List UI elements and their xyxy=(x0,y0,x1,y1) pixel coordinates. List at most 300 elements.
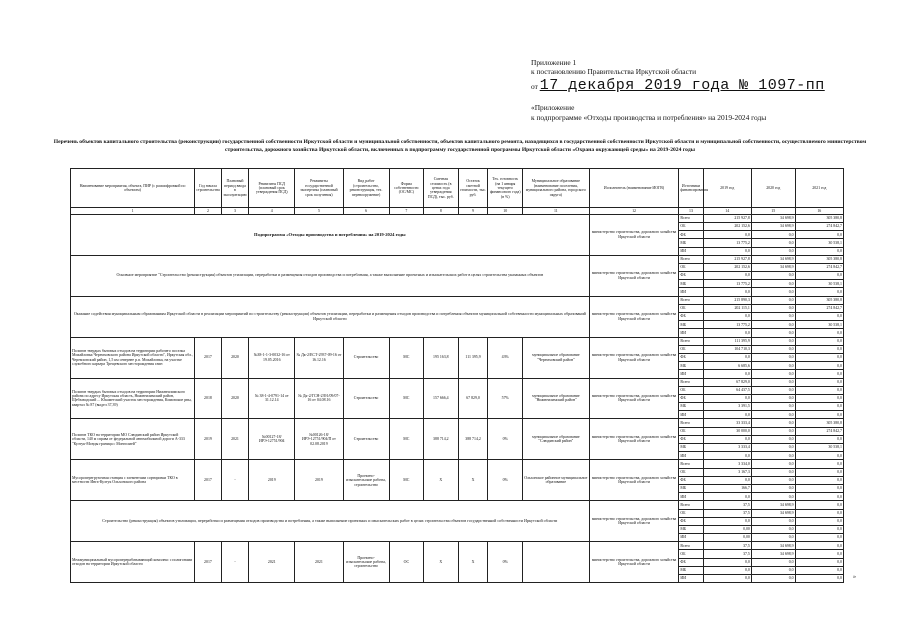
amount-2019: 3 333,4 xyxy=(703,444,751,452)
amount-2021: 0,0 xyxy=(795,329,843,337)
amount-2021: 0,0 xyxy=(795,468,843,476)
col-number: 14 xyxy=(703,208,751,214)
funding-source: ОБ xyxy=(679,345,703,353)
finance-row xyxy=(71,460,844,468)
estimated-cost: 388 714,2 xyxy=(424,419,459,460)
amount-2019: 0,0 xyxy=(703,558,751,566)
amount-2021: 0,0 xyxy=(795,509,843,517)
executor-cell: министерство строительства, дорожного хозяйства Иркутской области xyxy=(589,296,679,337)
col-number: 7 xyxy=(389,208,424,214)
expertise-details: 2019 xyxy=(295,460,343,501)
resolution-date-number: 17 декабря 2019 года № 1097-пп xyxy=(539,76,825,94)
amount-2019: 13 775,2 xyxy=(703,321,751,329)
executor-cell: министерство строительства, дорожного хозяйства Иркутской области xyxy=(589,419,679,460)
funding-source: ФБ xyxy=(679,558,703,566)
amount-2021: 305 380,8 xyxy=(795,214,843,222)
funding-source: ИИ xyxy=(679,452,703,460)
amount-2020: 0,0 xyxy=(751,362,795,370)
funding-source: ИИ xyxy=(679,247,703,255)
object-name: Полигон ТКО на территории МО Слюдянский район Иркутской области, 140 м справа от федеральной автомобильной дороги А-333 "Култук-Монды граница с Монголией" xyxy=(71,419,195,460)
psd-details: 2019 xyxy=(249,460,295,501)
amount-2019: 13 775,2 xyxy=(703,280,751,288)
remaining-cost: 67 829,0 xyxy=(458,378,488,419)
finance-row xyxy=(71,542,844,550)
col-number: 15 xyxy=(751,208,795,214)
funding-source: ОБ xyxy=(679,509,703,517)
funding-source: ОБ xyxy=(679,468,703,476)
expertise-details: № Дк-2/ГСН-2391/09/07-16 от 04.08.16 xyxy=(295,378,343,419)
psd-details: №38-1-1-3-0032-16 от 19.05.2016 xyxy=(249,337,295,378)
amount-2020: 0,0 xyxy=(751,288,795,296)
amount-2021: 0,0 xyxy=(795,476,843,484)
remaining-cost: 111 395,9 xyxy=(458,337,488,378)
funding-source: ИИ xyxy=(679,329,703,337)
funding-source: Всего xyxy=(679,378,703,386)
amount-2020: 0,0 xyxy=(751,353,795,361)
col-header: Форма собственности (ОС/МС) xyxy=(389,169,424,208)
executor-cell: министерство строительства, дорожного хозяйства Иркутской области xyxy=(589,501,679,542)
amount-2019: 0,0 xyxy=(703,313,751,321)
expertise-details: №00126-18/ИРЭ-12751/904/П от 02.08.2019 xyxy=(295,419,343,460)
col-number: 4 xyxy=(249,208,295,214)
amount-2020: 0,0 xyxy=(751,296,795,304)
amount-2020: 0,0 xyxy=(751,345,795,353)
col-number: 16 xyxy=(795,208,843,214)
amount-2020: 0,0 xyxy=(751,419,795,427)
psd-details: № 38-1-4-0791-14 от 31.12.14 xyxy=(249,378,295,419)
col-header: Наименование мероприятия, объекта, ПИР (с расшифровкой по объектам) xyxy=(71,169,195,208)
funding-source: Всего xyxy=(679,542,703,550)
funding-source: МБ xyxy=(679,239,703,247)
funding-source: Всего xyxy=(679,255,703,263)
block-title: Оказание содействия муниципальным образованиям Иркутской области в реализации мероприятий по строительству (реконструкции) объектов утилизации, переработки и размещения отходов производства и потребления объектов муниципальной собственности муниципальных образований Иркутской области xyxy=(71,296,590,337)
col-number: 5 xyxy=(295,208,343,214)
amount-2020: 0,0 xyxy=(751,444,795,452)
amount-2021: 0,0 xyxy=(795,247,843,255)
funding-source: ФБ xyxy=(679,231,703,239)
funding-source: Всего xyxy=(679,337,703,345)
ownership: МС xyxy=(389,378,424,419)
amount-2019: 166,7 xyxy=(703,484,751,492)
amount-2019: 0,0 xyxy=(703,493,751,501)
funding-source: МБ xyxy=(679,321,703,329)
amount-2021: 274 842,7 xyxy=(795,304,843,312)
amount-2020: 0,0 xyxy=(751,427,795,435)
amount-2019: 67 829,0 xyxy=(703,378,751,386)
ownership: МС xyxy=(389,419,424,460)
funding-source: ИИ xyxy=(679,411,703,419)
amount-2020: 34 698,9 xyxy=(751,542,795,550)
finance-row xyxy=(71,419,844,427)
finish-year: 2021 xyxy=(221,419,249,460)
finish-year: 2020 xyxy=(221,337,249,378)
amount-2020: 34 698,9 xyxy=(751,263,795,271)
work-type: Строительство xyxy=(343,337,389,378)
readiness: 0% xyxy=(488,542,523,583)
amount-2021: 30 538,1 xyxy=(795,280,843,288)
col-header: Остаток сметной стоимости, тыс. руб. xyxy=(458,169,488,208)
start-year: 2017 xyxy=(195,337,221,378)
header-row xyxy=(71,169,844,208)
funding-source: ИИ xyxy=(679,534,703,542)
funding-source: Всего xyxy=(679,460,703,468)
amount-2020: 0,0 xyxy=(751,280,795,288)
start-year: 2017 xyxy=(195,460,221,501)
funding-source: ИИ xyxy=(679,493,703,501)
col-number: 12 xyxy=(589,208,679,214)
amount-2019: 0,0 xyxy=(703,247,751,255)
amount-2019: 0,0 xyxy=(703,566,751,574)
block-title: Основное мероприятие "Строительство (реконструкция) объектов утилизации, переработки и размещения отходов производства и потребления, а также выполнение проектных и изыскательских работ в целях строительства указанных объектов xyxy=(71,255,590,296)
amount-2020: 0,0 xyxy=(751,394,795,402)
amount-2020: 0,0 xyxy=(751,337,795,345)
amount-2019: 0,0 xyxy=(703,231,751,239)
amount-2021: 0,0 xyxy=(795,411,843,419)
amount-2021: 30 538,1 xyxy=(795,321,843,329)
readiness: 0% xyxy=(488,419,523,460)
remaining-cost: 388 714,2 xyxy=(458,419,488,460)
amount-2019: 3 167,3 xyxy=(703,468,751,476)
amount-2020: 0,0 xyxy=(751,493,795,501)
amount-2021: 305 380,8 xyxy=(795,419,843,427)
funding-source: ИИ xyxy=(679,288,703,296)
funding-source: МБ xyxy=(679,403,703,411)
col-header: Источники финансирования xyxy=(679,169,703,208)
amount-2020: 0,0 xyxy=(751,247,795,255)
amount-2019: 0,0 xyxy=(703,288,751,296)
remaining-cost: X xyxy=(458,542,488,583)
col-header: Год начала строительства xyxy=(195,169,221,208)
funding-source: МБ xyxy=(679,484,703,492)
amount-2021: 0,0 xyxy=(795,353,843,361)
amount-2021: 305 380,8 xyxy=(795,296,843,304)
amount-2021: 0,0 xyxy=(795,362,843,370)
amount-2019: 30 000,0 xyxy=(703,427,751,435)
amount-2019: 202 152,6 xyxy=(703,263,751,271)
amount-2021: 0,0 xyxy=(795,558,843,566)
amount-2021: 30 538,1 xyxy=(795,444,843,452)
funding-source: ФБ xyxy=(679,517,703,525)
executor-cell: министерство строительства, дорожного хозяйства Иркутской области xyxy=(589,542,679,583)
funding-source: ОБ xyxy=(679,550,703,558)
amount-2019: 0,0 xyxy=(703,329,751,337)
amount-2021: 274 842,7 xyxy=(795,427,843,435)
work-type: Строительство xyxy=(343,419,389,460)
block-title: Строительство (реконструкция) объектов утилизации, переработки и размещения отходов производства и потребления, а также выполнение проектных и изыскательских работ в целях строительства объектов государственной собственности Иркутской области xyxy=(71,501,590,542)
amount-2020: 0,0 xyxy=(751,534,795,542)
amount-2019: 202 152,6 xyxy=(703,222,751,230)
amount-2021: 0,0 xyxy=(795,403,843,411)
amount-2020: 0,0 xyxy=(751,231,795,239)
funding-source: ОБ xyxy=(679,222,703,230)
amount-2021: 0,0 xyxy=(795,542,843,550)
amount-2019: 0,0 xyxy=(703,411,751,419)
amount-2019: 37,5 xyxy=(703,550,751,558)
amount-2020: 0,0 xyxy=(751,435,795,443)
psd-details: 2021 xyxy=(249,542,295,583)
subprogram-ref: к подпрограмме «Отходы производства и потребления» на 2019-2024 годы xyxy=(531,112,767,122)
start-year: 2018 xyxy=(195,378,221,419)
funding-source: ОБ xyxy=(679,304,703,312)
col-header: Вид работ (строительство, реконструкция, тех. перевооружение) xyxy=(343,169,389,208)
amount-2019: 0,0 xyxy=(703,353,751,361)
col-header: 2021 год xyxy=(795,169,843,208)
amount-2019: 0,00 xyxy=(703,525,751,533)
amount-2021: 0,0 xyxy=(795,386,843,394)
amount-2021: 0,0 xyxy=(795,345,843,353)
amount-2019: 0,00 xyxy=(703,534,751,542)
ownership: МС xyxy=(389,460,424,501)
amount-2019: 202 115,1 xyxy=(703,304,751,312)
amount-2021: 0,0 xyxy=(795,501,843,509)
executor-cell: министерство строительства, дорожного хозяйства Иркутской области xyxy=(589,214,679,255)
municipality: Ольхонское районное муниципальное образование xyxy=(522,460,589,501)
funding-source: МБ xyxy=(679,525,703,533)
funding-source: ФБ xyxy=(679,394,703,402)
appendix-header xyxy=(531,58,891,122)
col-header: Исполнитель (наименование ИОГВ) xyxy=(589,169,679,208)
estimated-cost: X xyxy=(424,542,459,583)
finance-row xyxy=(71,337,844,345)
amount-2020: 0,0 xyxy=(751,386,795,394)
funding-source: ФБ xyxy=(679,435,703,443)
funding-source: МБ xyxy=(679,444,703,452)
funding-source: МБ xyxy=(679,566,703,574)
col-header: Плановый период ввода в эксплуатацию xyxy=(221,169,249,208)
amount-2021: 0,0 xyxy=(795,394,843,402)
ownership: МС xyxy=(389,337,424,378)
amount-2020: 0,0 xyxy=(751,525,795,533)
amount-2021: 0,0 xyxy=(795,534,843,542)
amount-2021: 0,0 xyxy=(795,484,843,492)
amount-2019: 0,0 xyxy=(703,476,751,484)
executor-cell: министерство строительства, дорожного хозяйства Иркутской области xyxy=(589,337,679,378)
ownership: ОС xyxy=(389,542,424,583)
amount-2020: 34 698,9 xyxy=(751,222,795,230)
col-header: Тех. готовность (на 1 января текущего финансового года) (в %) xyxy=(488,169,523,208)
amount-2019: 0,0 xyxy=(703,452,751,460)
funding-source: ОБ xyxy=(679,263,703,271)
object-name: Межмуниципальный мусороперерабатывающий комплекс с полигонами отходов на территории Иркутской области xyxy=(71,542,195,583)
amount-2021: 0,0 xyxy=(795,575,843,583)
amount-2019: 37,5 xyxy=(703,509,751,517)
amount-2020: 0,0 xyxy=(751,575,795,583)
col-number: 11 xyxy=(522,208,589,214)
funding-source: ФБ xyxy=(679,313,703,321)
amount-2021: 0,0 xyxy=(795,566,843,574)
finish-year: - xyxy=(221,542,249,583)
amount-2020: 0,0 xyxy=(751,239,795,247)
amount-2019: 6 685,6 xyxy=(703,362,751,370)
municipality: муниципальное образование "Слюдянский район" xyxy=(522,419,589,460)
amount-2020: 0,0 xyxy=(751,329,795,337)
amount-2021: 0,0 xyxy=(795,460,843,468)
readiness: 57% xyxy=(488,378,523,419)
col-number: 6 xyxy=(343,208,389,214)
amount-2021: 0,0 xyxy=(795,452,843,460)
amount-2021: 0,0 xyxy=(795,370,843,378)
amount-2020: 34 698,9 xyxy=(751,550,795,558)
expertise-details: 2021 xyxy=(295,542,343,583)
municipality: муниципальное образование "Нижнеилимский район" xyxy=(522,378,589,419)
col-number: 1 xyxy=(71,208,195,214)
col-header: Муниципальное образование (наименование поселения, муниципального района, городского округа) xyxy=(522,169,589,208)
amount-2020: 0,0 xyxy=(751,468,795,476)
continuation-mark: » xyxy=(853,574,856,580)
funding-source: Всего xyxy=(679,501,703,509)
amount-2020: 0,0 xyxy=(751,517,795,525)
block-title: Подпрограмма «Отходы производства и потребления» на 2019-2024 годы xyxy=(71,214,590,255)
municipality: муниципальное образование "Черемховский район" xyxy=(522,337,589,378)
amount-2021: 0,0 xyxy=(795,435,843,443)
amount-2020: 34 698,9 xyxy=(751,501,795,509)
object-name: Полигон твердых бытовых отходов на территории рабочего поселка Михайловка Черемховского района Иркутской области", Иркутская обл., Черемховский район, 1,5 км севернее р.п. Михайловка, на участке служебного карьера Трещевского месторождения глин xyxy=(71,337,195,378)
resolution-date-line xyxy=(531,77,891,96)
funding-source: МБ xyxy=(679,280,703,288)
col-header: Сметная стоимость (в ценах года утверждения ПСД), тыс. руб. xyxy=(424,169,459,208)
amount-2020: 0,0 xyxy=(751,460,795,468)
estimated-cost: 157 666,4 xyxy=(424,378,459,419)
date-prefix: от xyxy=(531,81,538,91)
amount-2021: 0,0 xyxy=(795,313,843,321)
amount-2019: 64 437,5 xyxy=(703,386,751,394)
amount-2021: 0,0 xyxy=(795,337,843,345)
amount-2020: 34 698,9 xyxy=(751,509,795,517)
amount-2019: 37,5 xyxy=(703,542,751,550)
amount-2020: 0,0 xyxy=(751,558,795,566)
amount-2019: 37,5 xyxy=(703,501,751,509)
amount-2020: 0,0 xyxy=(751,566,795,574)
estimated-cost: 195 163,8 xyxy=(424,337,459,378)
document-title: Перечень объектов капитального строительства (реконструкции) государственной собственности Иркутской области и муниципальной собственности, объектов капитального ремонта, находящихся в государственной собственности Иркутской области и муниципальной собственности, осуществляемого министерством строительства, дорожного хозяйства Иркутской области, включенных в подпрограмму государственной программы Иркутской области «Охрана окружающей среды» на 2019-2024 годы xyxy=(53,139,867,153)
object-name: Мусороперегрузочная станция с элементами сортировки ТКО в местности Инга-Култук Ольхонского района xyxy=(71,460,195,501)
psd-details: №00127-18/ИРЭ-12751/904 xyxy=(249,419,295,460)
expertise-details: № Дк-2/ЕСТ-2937-09-16 от 16.12.16 xyxy=(295,337,343,378)
readiness: 0% xyxy=(488,460,523,501)
col-header: Реквизиты ПСД (плановый срок утверждения ПСД) xyxy=(249,169,295,208)
amount-2019: 0,0 xyxy=(703,370,751,378)
municipality xyxy=(522,542,589,583)
work-type: Проектно-изыскательские работы, строительство xyxy=(343,460,389,501)
amount-2019: 215 890,3 xyxy=(703,296,751,304)
work-type: Строительство xyxy=(343,378,389,419)
funding-source: Всего xyxy=(679,419,703,427)
funding-source: Всего xyxy=(679,214,703,222)
amount-2019: 0,0 xyxy=(703,517,751,525)
amount-2019: 13 775,2 xyxy=(703,239,751,247)
amount-2021: 0,0 xyxy=(795,288,843,296)
amount-2019: 33 333,4 xyxy=(703,419,751,427)
executor-cell: министерство строительства, дорожного хозяйства Иркутской области xyxy=(589,378,679,419)
funding-source: ФБ xyxy=(679,353,703,361)
amount-2020: 0,0 xyxy=(751,304,795,312)
amount-2020: 0,0 xyxy=(751,272,795,280)
funding-source: ФБ xyxy=(679,476,703,484)
amount-2019: 0,0 xyxy=(703,435,751,443)
estimated-cost: X xyxy=(424,460,459,501)
amount-2020: 0,0 xyxy=(751,378,795,386)
appendix-quote: «Приложение xyxy=(531,103,575,113)
finance-row xyxy=(71,255,844,263)
amount-2021: 0,0 xyxy=(795,550,843,558)
start-year: 2019 xyxy=(195,419,221,460)
finance-row xyxy=(71,214,844,222)
col-number: 2 xyxy=(195,208,221,214)
amount-2020: 34 698,9 xyxy=(751,255,795,263)
col-header: 2019 год xyxy=(703,169,751,208)
amount-2019: 111 395,9 xyxy=(703,337,751,345)
amount-2020: 34 698,9 xyxy=(751,214,795,222)
appendix-label: Приложение 1 xyxy=(531,58,577,67)
amount-2021: 30 538,1 xyxy=(795,239,843,247)
funding-source: Всего xyxy=(679,296,703,304)
amount-2019: 215 927,8 xyxy=(703,214,751,222)
amount-2021: 0,0 xyxy=(795,272,843,280)
work-type: Проектно-изыскательские работы, строительство xyxy=(343,542,389,583)
amount-2020: 0,0 xyxy=(751,313,795,321)
amount-2021: 0,0 xyxy=(795,493,843,501)
col-number: 8 xyxy=(424,208,459,214)
col-number: 9 xyxy=(458,208,488,214)
object-name: Полигон твердых бытовых отходов на территории Нижнеилимского района по адресу Иркутская область, Нижнеилимский район, Щебзаводский ... Юкаметский участок месторождения, Кимовские рвы, квартал № 87 (выдел 37,39) xyxy=(71,378,195,419)
amount-2020: 0,0 xyxy=(751,370,795,378)
amount-2019: 0,0 xyxy=(703,394,751,402)
amount-2021: 274 842,7 xyxy=(795,263,843,271)
funding-source: МБ xyxy=(679,362,703,370)
funding-source: ИИ xyxy=(679,575,703,583)
resolution-ref: к постановлению Правительства Иркутской области xyxy=(531,67,697,77)
start-year: 2017 xyxy=(195,542,221,583)
amount-2021: 0,0 xyxy=(795,525,843,533)
readiness: 43% xyxy=(488,337,523,378)
amount-2020: 0,0 xyxy=(751,452,795,460)
col-header: 2020 год xyxy=(751,169,795,208)
col-number: 10 xyxy=(488,208,523,214)
amount-2020: 0,0 xyxy=(751,484,795,492)
amount-2019: 0,0 xyxy=(703,272,751,280)
amount-2021: 305 380,8 xyxy=(795,255,843,263)
amount-2019: 215 927,8 xyxy=(703,255,751,263)
funding-source: ИИ xyxy=(679,370,703,378)
amount-2020: 0,0 xyxy=(751,403,795,411)
amount-2021: 274 842,7 xyxy=(795,222,843,230)
amount-2020: 0,0 xyxy=(751,321,795,329)
finance-row xyxy=(71,501,844,509)
col-number: 13 xyxy=(679,208,703,214)
amount-2021: 0,0 xyxy=(795,517,843,525)
finish-year: - xyxy=(221,460,249,501)
amount-2021: 0,0 xyxy=(795,378,843,386)
amount-2020: 0,0 xyxy=(751,411,795,419)
objects-table xyxy=(70,168,844,583)
col-header: Реквизиты государственной экспертизы (плановый срок получения) xyxy=(295,169,343,208)
finance-row xyxy=(71,296,844,304)
executor-cell: министерство строительства, дорожного хозяйства Иркутской области xyxy=(589,255,679,296)
amount-2019: 3 391,5 xyxy=(703,403,751,411)
funding-source: ОБ xyxy=(679,386,703,394)
remaining-cost: X xyxy=(458,460,488,501)
funding-source: ОБ xyxy=(679,427,703,435)
amount-2019: 0,0 xyxy=(703,575,751,583)
amount-2019: 104 710,3 xyxy=(703,345,751,353)
executor-cell: министерство строительства, дорожного хозяйства Иркутской области xyxy=(589,460,679,501)
col-number: 3 xyxy=(221,208,249,214)
amount-2019: 3 334,0 xyxy=(703,460,751,468)
funding-source: ФБ xyxy=(679,272,703,280)
finish-year: 2020 xyxy=(221,378,249,419)
finance-row xyxy=(71,378,844,386)
amount-2020: 0,0 xyxy=(751,476,795,484)
